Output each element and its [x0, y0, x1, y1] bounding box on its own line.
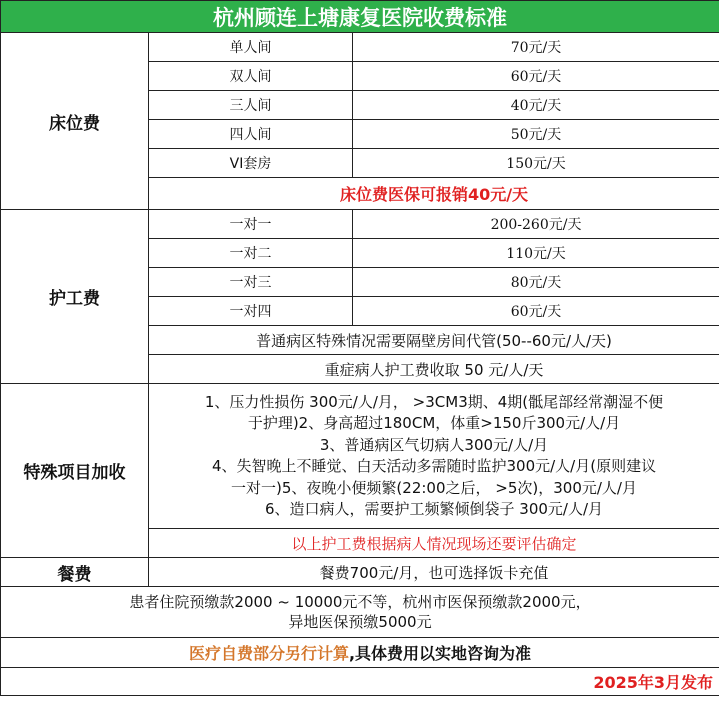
bed-price: 70元/天 [353, 33, 719, 62]
special-items [149, 384, 719, 529]
icu-nursing-note: 重症病人护工费收取 50 元/人/天 [149, 355, 719, 384]
bed-type: 四人间 [149, 120, 353, 149]
special-line: 一对一)5、夜晚小便频繁(22:00之后， >5次)，300元/人/月 [231, 478, 637, 497]
nursing-type: 一对一 [149, 210, 353, 239]
nursing-type: 一对四 [149, 297, 353, 326]
bed-type: 双人间 [149, 62, 353, 91]
nursing-proxy-note: 普通病区特殊情况需要隔壁房间代管(50--60元/人/天) [149, 326, 719, 355]
bed-category: 床位费 [1, 33, 149, 210]
prepayment-info [1, 587, 719, 638]
special-line: 6、造口病人，需要护工频繁倾倒袋子 300元/人/月 [264, 500, 604, 518]
special-line: 1、压力性损伤 300元/人/月， >3CM3期、4期(骶尾部经常潮湿不便 [204, 392, 664, 411]
self-pay-rest: ,具体费用以实地咨询为准 [348, 644, 532, 663]
prepayment-line: 异地医保预缴5000元 [288, 613, 432, 631]
nursing-price: 80元/天 [353, 268, 719, 297]
nursing-category: 护工费 [1, 210, 149, 384]
publish-date: 2025年3月发布 [1, 668, 719, 696]
bed-type: 三人间 [149, 91, 353, 120]
special-line: 4、失智晚上不睡觉、白天活动多需随时监护300元/人/月(原则建议 [211, 457, 657, 475]
self-pay-highlight: 医疗自费部分另行计算 [188, 644, 349, 663]
special-line: 3、普通病区气切病人300元/人/月 [319, 435, 549, 454]
meal-text: 餐费700元/月，也可选择饭卡充值 [149, 558, 719, 587]
bed-price: 60元/天 [353, 62, 719, 91]
bed-type: VI套房 [149, 149, 353, 178]
special-category: 特殊项目加收 [1, 384, 149, 558]
nursing-type: 一对二 [149, 239, 353, 268]
page-title: 杭州顾连上塘康复医院收费标准 [1, 1, 719, 33]
prepayment-line: 患者住院预缴款2000 ~ 10000元不等，杭州市医保预缴款2000元， [129, 593, 591, 611]
nursing-price: 110元/天 [353, 239, 719, 268]
nursing-type: 一对三 [149, 268, 353, 297]
nursing-price: 200-260元/天 [353, 210, 719, 239]
bed-type: 单人间 [149, 33, 353, 62]
special-line: 于护理)2、身高超过180CM，体重>150斤300元/人/月 [247, 414, 621, 432]
meal-category: 餐费 [1, 558, 149, 587]
bed-price: 150元/天 [353, 149, 719, 178]
nursing-price: 60元/天 [353, 297, 719, 326]
special-assessment-note: 以上护工费根据病人情况现场还要评估确定 [149, 529, 719, 558]
bed-insurance-note: 床位费医保可报销40元/天 [149, 178, 719, 210]
bed-price: 40元/天 [353, 91, 719, 120]
self-pay-note [1, 638, 719, 668]
bed-price: 50元/天 [353, 120, 719, 149]
